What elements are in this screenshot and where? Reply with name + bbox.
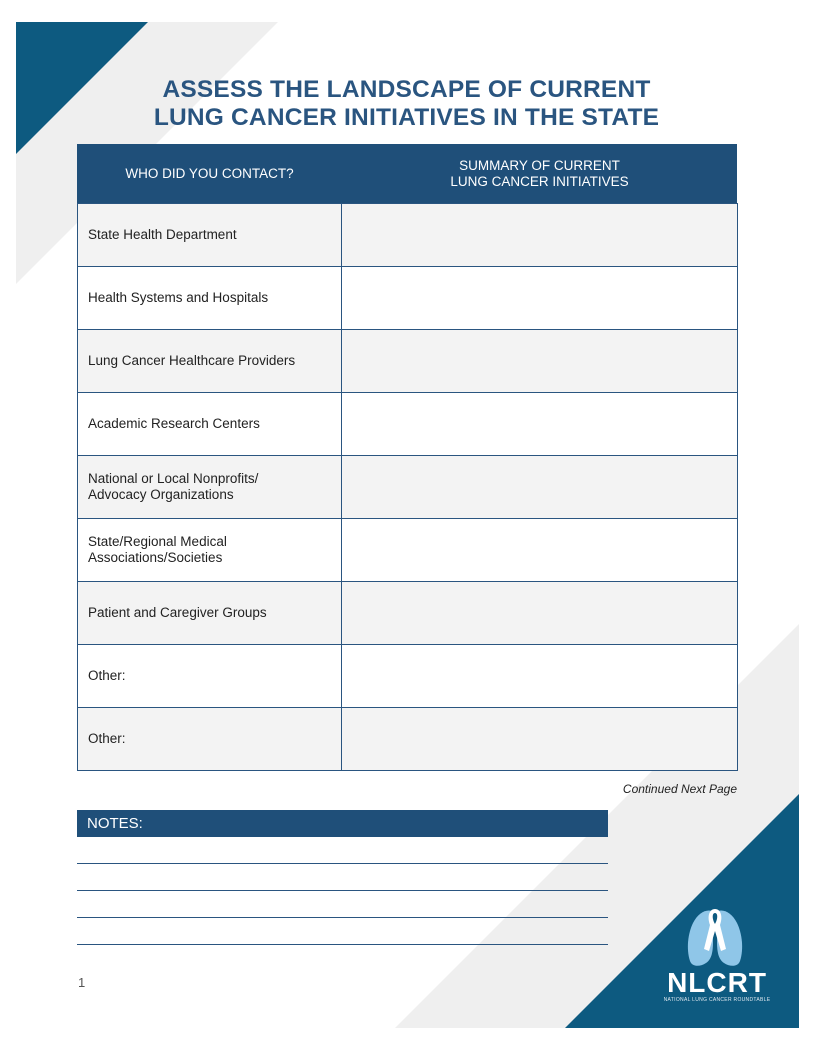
summary-cell[interactable] bbox=[342, 456, 738, 519]
summary-cell[interactable] bbox=[342, 708, 738, 771]
table-row bbox=[78, 267, 738, 330]
summary-cell[interactable] bbox=[342, 267, 738, 330]
contact-cell bbox=[78, 519, 342, 582]
header-summary-line-1: SUMMARY OF CURRENT bbox=[459, 157, 620, 173]
contact-label: Academic Research Centers bbox=[88, 416, 260, 431]
table-row bbox=[78, 519, 738, 582]
table-header-row bbox=[78, 144, 738, 204]
contact-label: Patient and Caregiver Groups bbox=[88, 605, 267, 620]
notes-line[interactable] bbox=[77, 890, 608, 891]
summary-cell[interactable] bbox=[342, 645, 738, 708]
summary-cell[interactable] bbox=[342, 519, 738, 582]
table-row bbox=[78, 645, 738, 708]
table-row bbox=[78, 708, 738, 771]
notes-header bbox=[77, 810, 608, 837]
logo-tagline: NATIONAL LUNG CANCER ROUNDTABLE bbox=[663, 997, 771, 1003]
contact-label: Other: bbox=[88, 731, 126, 746]
contact-cell bbox=[78, 267, 342, 330]
contact-cell bbox=[78, 393, 342, 456]
summary-cell[interactable] bbox=[342, 204, 738, 267]
contact-label-line-2: Advocacy Organizations bbox=[88, 487, 234, 502]
contact-label: State/Regional Medical bbox=[88, 534, 227, 549]
contact-cell[interactable] bbox=[78, 645, 342, 708]
header-summary bbox=[342, 144, 738, 204]
lungs-ribbon-icon bbox=[682, 905, 748, 969]
contact-label: Lung Cancer Healthcare Providers bbox=[88, 353, 296, 368]
page-number: 1 bbox=[78, 975, 86, 990]
table-row bbox=[78, 204, 738, 267]
contact-cell[interactable] bbox=[78, 708, 342, 771]
summary-cell[interactable] bbox=[342, 393, 738, 456]
title-line-2: LUNG CANCER INITIATIVES IN THE STATE bbox=[153, 104, 660, 131]
table-row bbox=[78, 330, 738, 393]
header-contact bbox=[78, 144, 342, 204]
contact-label: Health Systems and Hospitals bbox=[88, 290, 269, 305]
notes-line[interactable] bbox=[77, 944, 608, 945]
summary-cell[interactable] bbox=[342, 330, 738, 393]
page-title bbox=[0, 76, 813, 132]
table-row bbox=[78, 456, 738, 519]
logo-wordmark: NLCRT bbox=[667, 967, 767, 998]
header-contact-label: WHO DID YOU CONTACT? bbox=[125, 165, 294, 181]
contact-cell bbox=[78, 204, 342, 267]
contact-cell bbox=[78, 582, 342, 645]
title-line-1: ASSESS THE LANDSCAPE OF CURRENT bbox=[162, 76, 651, 103]
contact-table bbox=[77, 144, 738, 771]
contact-label: Other: bbox=[88, 668, 126, 683]
notes-line[interactable] bbox=[77, 863, 608, 864]
header-summary-line-2: LUNG CANCER INITIATIVES bbox=[450, 173, 629, 189]
summary-cell[interactable] bbox=[342, 582, 738, 645]
notes-label: NOTES: bbox=[87, 815, 143, 832]
table-row bbox=[78, 582, 738, 645]
contact-label: State Health Department bbox=[88, 227, 237, 242]
table-row bbox=[78, 393, 738, 456]
contact-label: National or Local Nonprofits/ bbox=[88, 471, 259, 486]
contact-label-line-2: Associations/Societies bbox=[88, 550, 223, 565]
contact-cell bbox=[78, 330, 342, 393]
continued-next-page: Continued Next Page bbox=[622, 782, 737, 796]
contact-cell bbox=[78, 456, 342, 519]
notes-line[interactable] bbox=[77, 917, 608, 918]
